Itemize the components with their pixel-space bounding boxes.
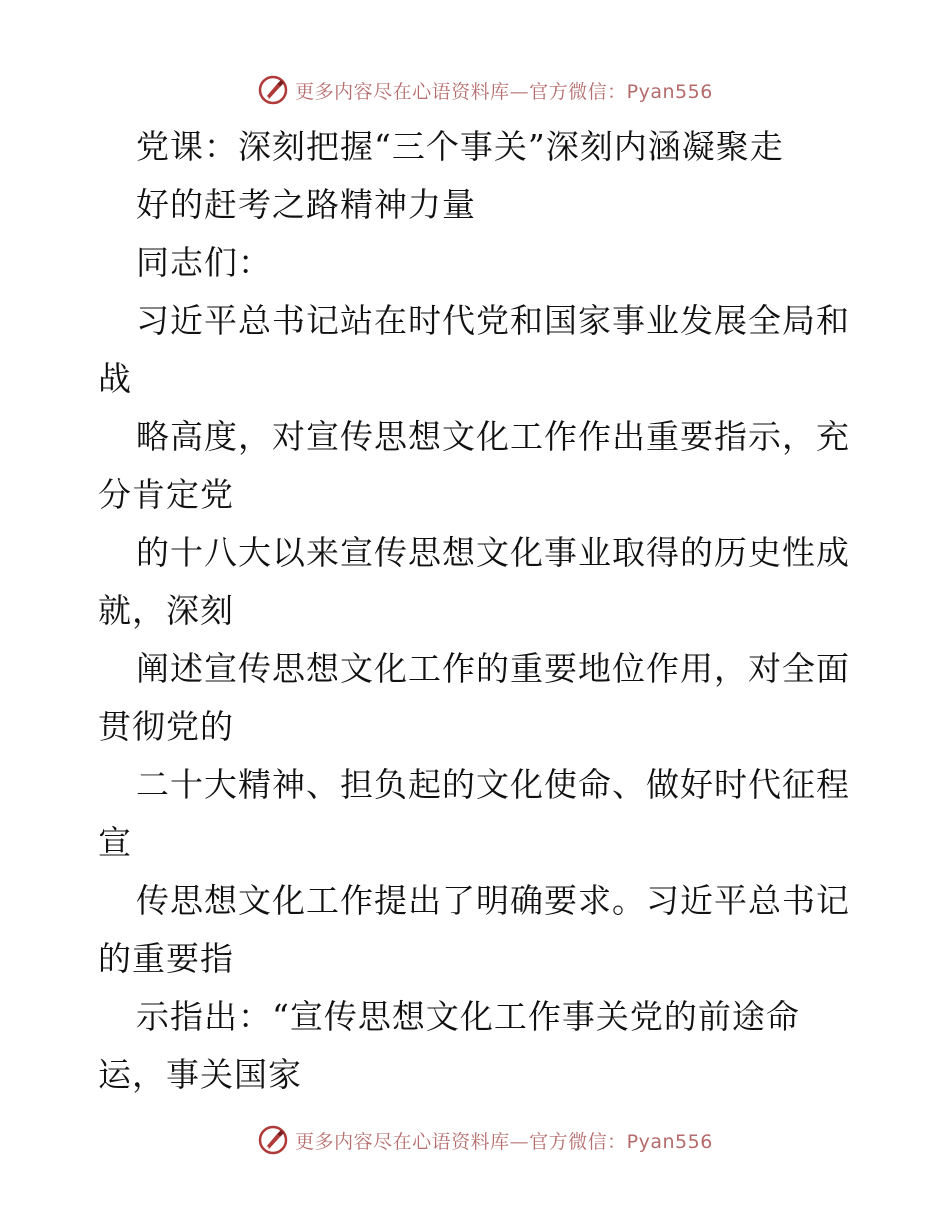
title-line-2: 好的赶考之路精神力量: [136, 185, 476, 224]
header-watermark: [0, 70, 950, 110]
watermark-title: 更多内容尽在心语资料库: [295, 1130, 510, 1153]
watermark-text: [295, 1127, 713, 1154]
watermark-separator: —: [509, 1130, 530, 1153]
paragraph-line: 的十八大以来宣传思想文化事业取得的历史性成: [136, 533, 850, 572]
paragraph-line: 示指出：“宣传思想文化工作事关党的前途命: [136, 997, 800, 1036]
header-watermark-group: [257, 74, 713, 106]
paragraph-line: 宣: [98, 823, 132, 862]
title-line-1: 党课：深刻把握“三个事关”深刻内涵凝聚走: [136, 127, 784, 166]
watermark-contact: 官方微信：Pyan556: [529, 80, 713, 103]
paragraph-line: 二十大精神、担负起的文化使命、做好时代征程: [136, 765, 850, 804]
paragraph-line: 分肯定党: [98, 475, 234, 514]
paragraph-line: 贯彻党的: [98, 707, 234, 746]
footer-watermark-group: [257, 1124, 713, 1156]
salutation-line: 同志们：: [136, 243, 272, 282]
paragraph-line: 的重要指: [98, 939, 234, 978]
paragraph-line: 习近平总书记站在时代党和国家事业发展全局和: [136, 301, 850, 340]
pen-logo-icon: [257, 1124, 289, 1156]
paragraph-line: 传思想文化工作提出了明确要求。习近平总书记: [136, 881, 850, 920]
paragraph-line: 略高度，对宣传思想文化工作作出重要指示，充: [136, 417, 850, 456]
watermark-text: [295, 77, 713, 104]
paragraph-line: 运，事关国家: [98, 1055, 302, 1094]
pen-logo-icon: [257, 74, 289, 106]
watermark-title: 更多内容尽在心语资料库: [295, 80, 510, 103]
watermark-contact: 官方微信：Pyan556: [529, 1130, 713, 1153]
paragraph-line: 阐述宣传思想文化工作的重要地位作用，对全面: [136, 649, 850, 688]
footer-watermark: [0, 1120, 950, 1160]
document-body: [98, 118, 858, 1104]
paragraph-line: 战: [98, 359, 132, 398]
paragraph-line: 就，深刻: [98, 591, 234, 630]
watermark-separator: —: [509, 80, 530, 103]
